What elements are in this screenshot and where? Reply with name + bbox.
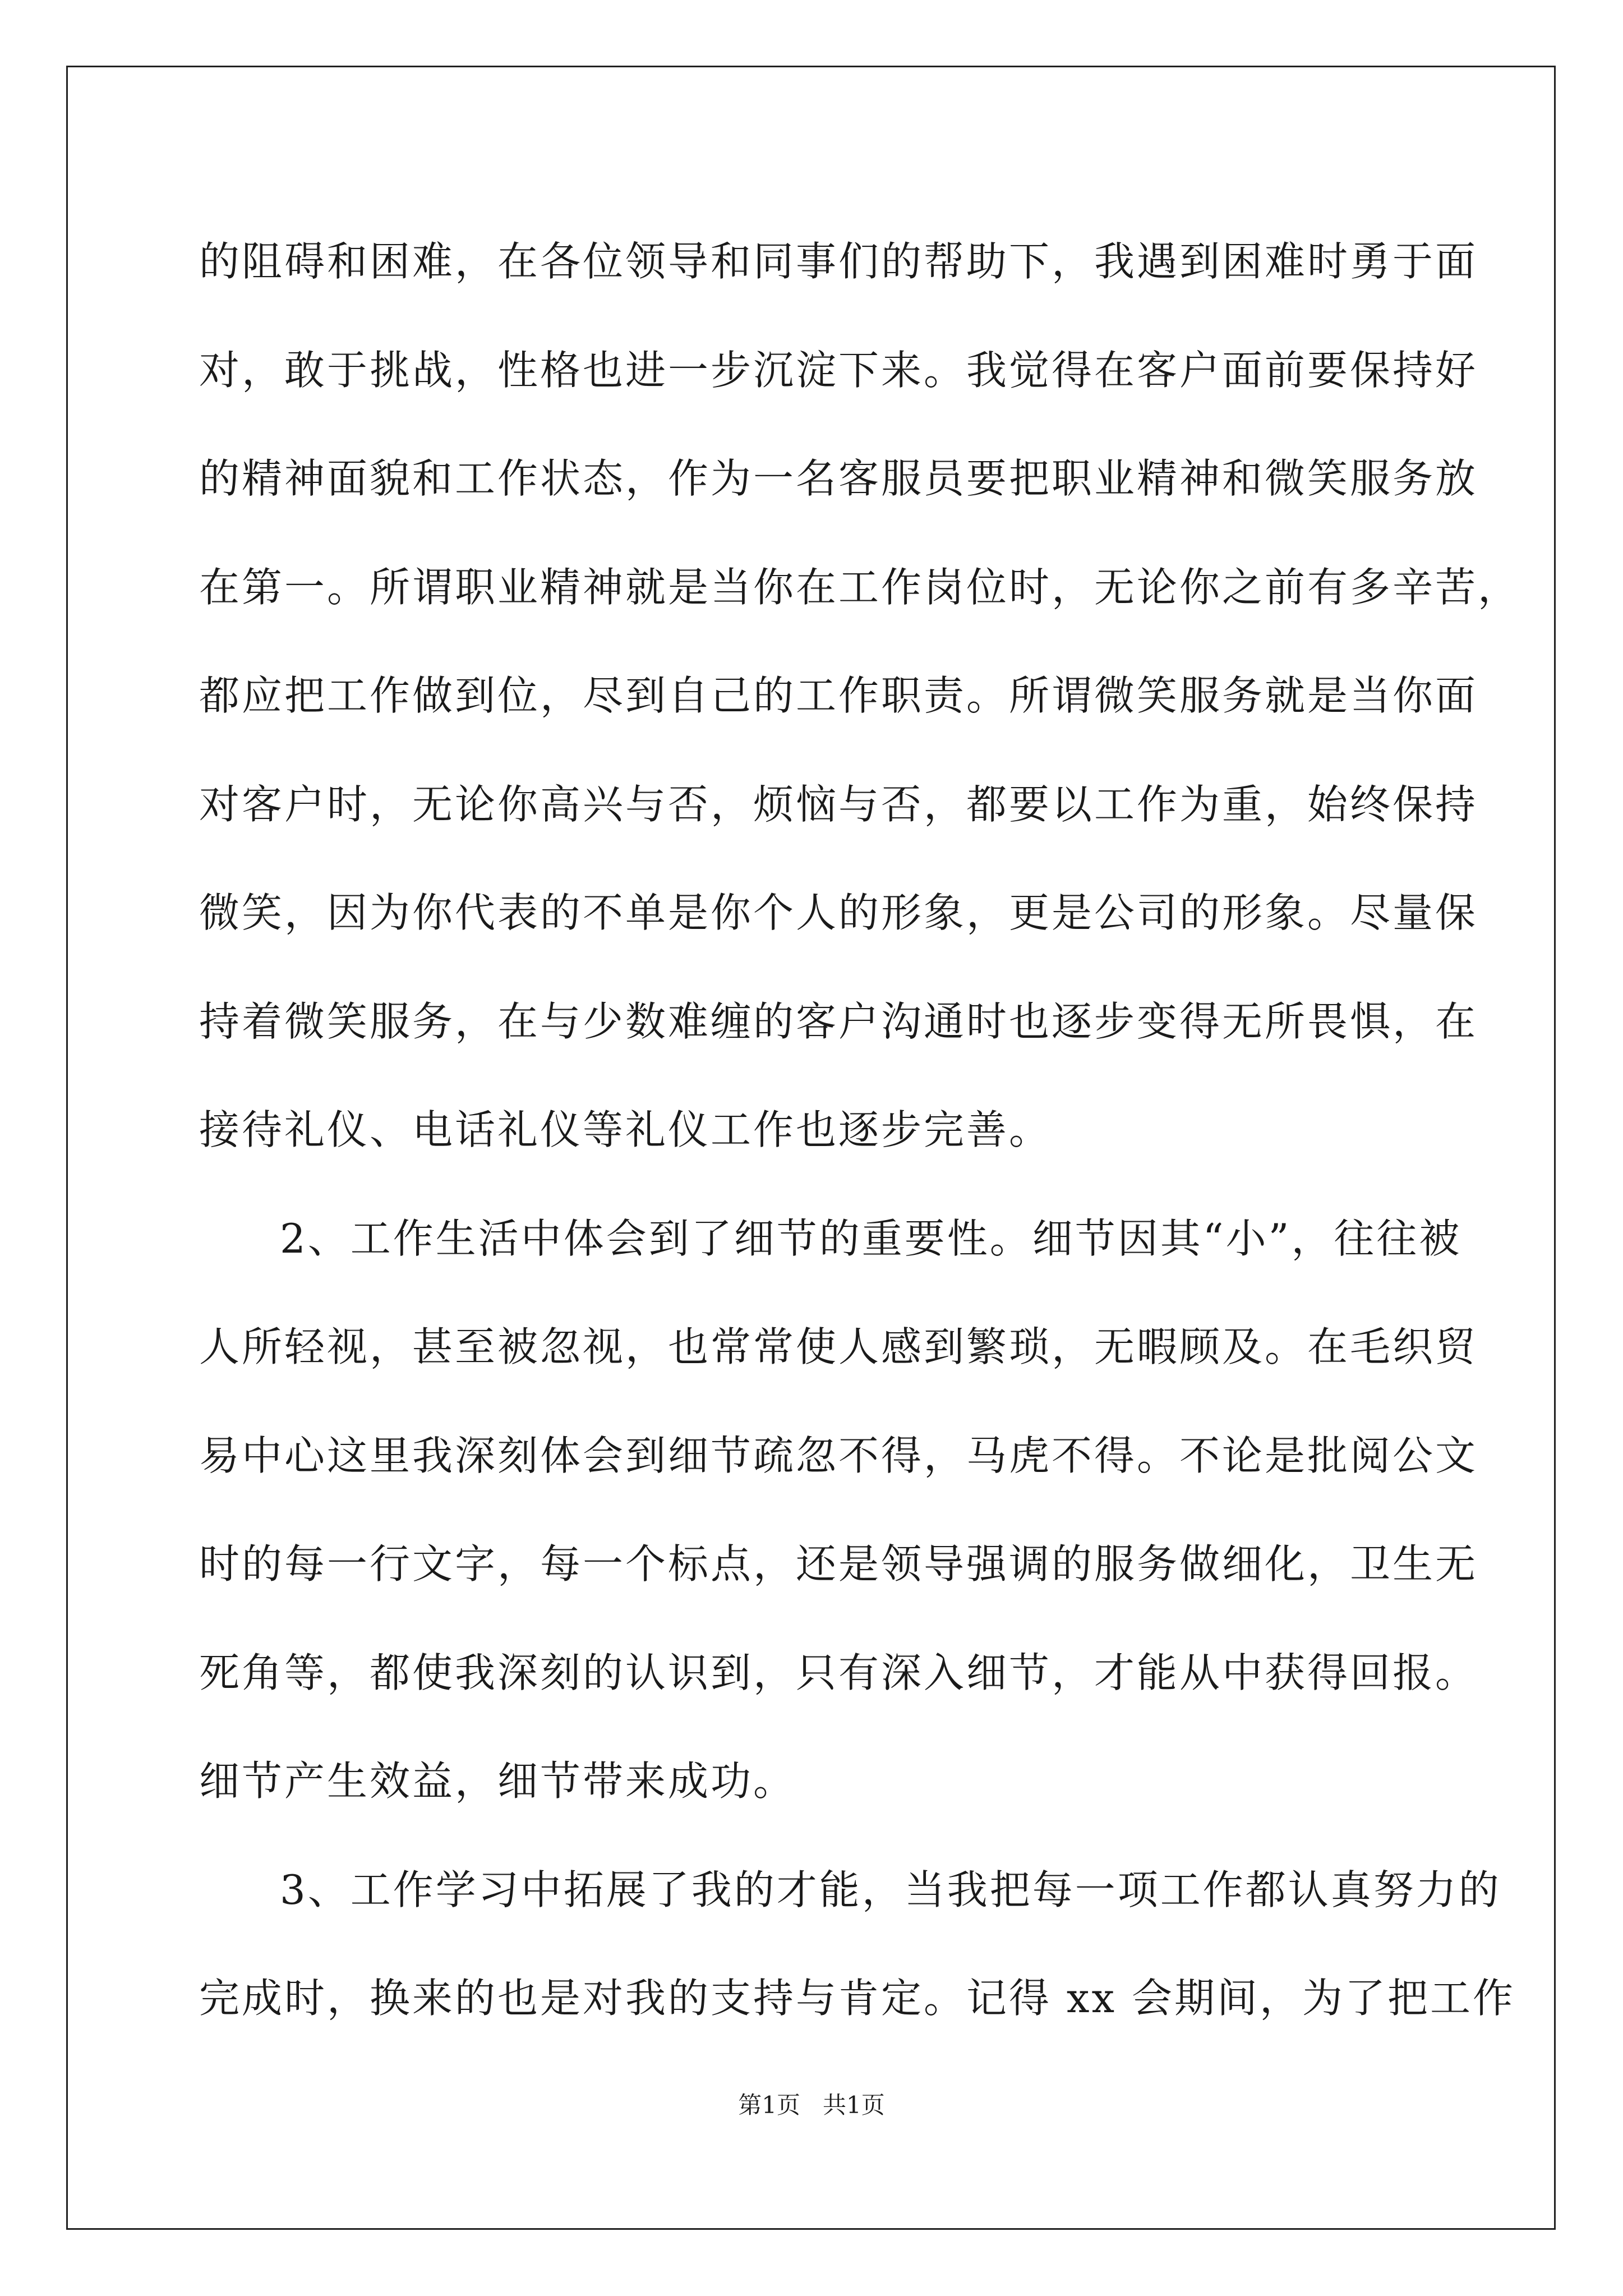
text-line: 的精神面貌和工作状态，作为一名客服员要把职业精神和微笑服务放	[199, 455, 1478, 502]
text-line: 完成时，换来的也是对我的支持与肯定。记得 xx 会期间，为了把工作	[199, 1975, 1515, 2022]
text-line: 死角等，都使我深刻的认识到，只有深入细节，才能从中获得回报。	[199, 1649, 1478, 1696]
text-line: 对，敢于挑战，性格也进一步沉淀下来。我觉得在客户面前要保持好	[199, 346, 1478, 394]
text-line: 的阻碍和困难，在各位领导和同事们的帮助下，我遇到困难时勇于面	[199, 238, 1478, 285]
text-line: 人所轻视，甚至被忽视，也常常使人感到繁琐，无暇顾及。在毛织贸	[199, 1323, 1478, 1370]
text-line: 易中心这里我深刻体会到细节疏忽不得，马虎不得。不论是批阅公文	[199, 1432, 1478, 1479]
text-line: 细节产生效益，细节带来成功。	[199, 1757, 796, 1805]
text-line: 时的每一行文字，每一个标点，还是领导强调的服务做细化，卫生无	[199, 1540, 1478, 1588]
text-line: 对客户时，无论你高兴与否，烦恼与否，都要以工作为重，始终保持	[199, 780, 1478, 828]
text-line: 持着微笑服务，在与少数难缠的客户沟通时也逐步变得无所畏惧，在	[199, 997, 1478, 1045]
text-line: 在第一。所谓职业精神就是当你在工作岗位时，无论你之前有多辛苦，	[199, 563, 1521, 611]
text-line: 微笑，因为你代表的不单是你个人的形象，更是公司的形象。尽量保	[199, 889, 1478, 936]
page-total: 共1页	[823, 2091, 885, 2119]
document-body	[199, 208, 1521, 2053]
text-line: 2、工作生活中体会到了细节的重要性。细节因其“小”，往往被	[280, 1214, 1462, 1262]
text-line: 3、工作学习中拓展了我的才能，当我把每一项工作都认真努力的	[280, 1866, 1501, 1913]
text-line: 接待礼仪、电话礼仪等礼仪工作也逐步完善。	[199, 1106, 1052, 1153]
page-footer	[0, 2090, 1623, 2121]
page-number: 第1页	[738, 2091, 800, 2119]
text-line: 都应把工作做到位，尽到自己的工作职责。所谓微笑服务就是当你面	[199, 672, 1478, 719]
